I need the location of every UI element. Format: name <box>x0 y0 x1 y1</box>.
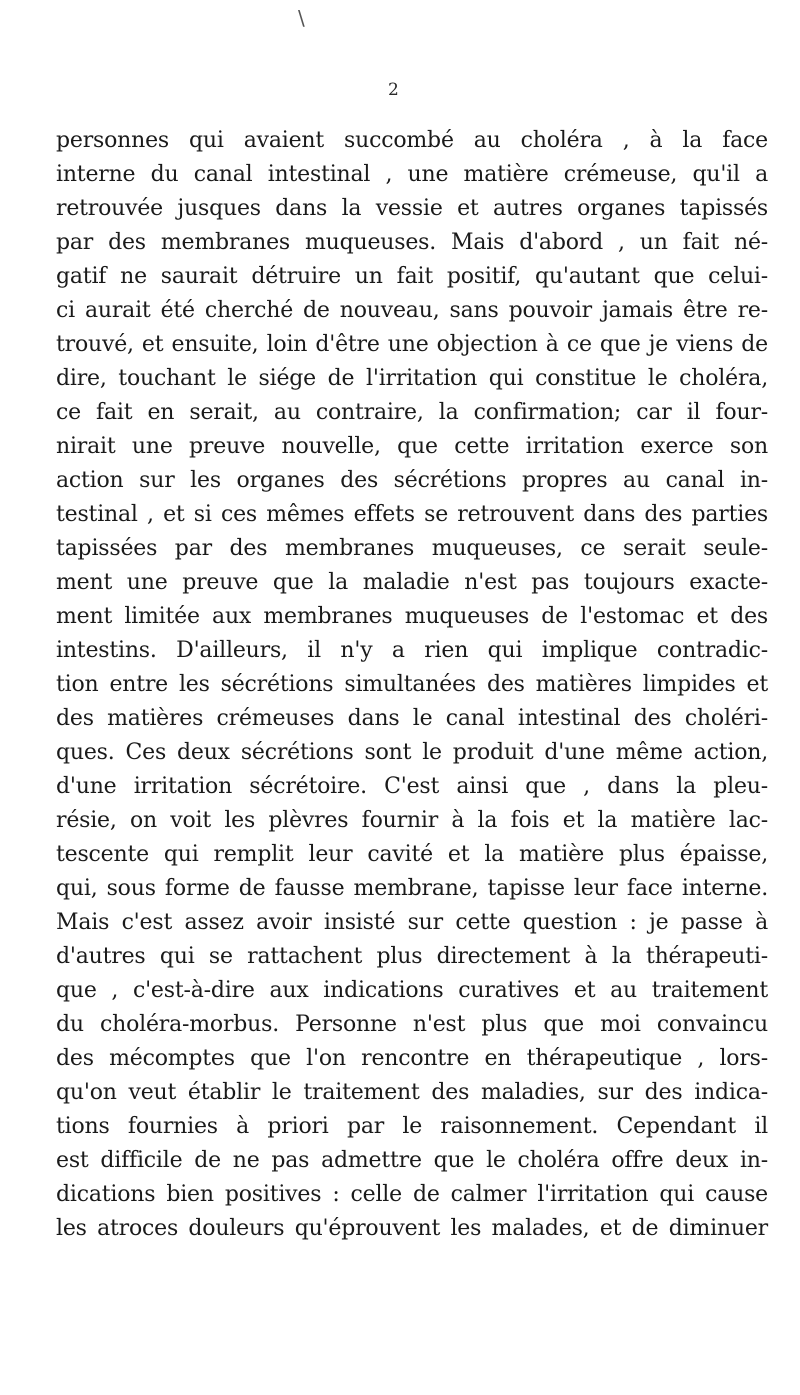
text-line: qu'on veut établir le traitement des maladies, sur des indica- <box>56 1080 768 1105</box>
text-line: ci aurait été cherché de nouveau, sans pouvoir jamais être re- <box>56 298 768 323</box>
text-line: testinal , et si ces mêmes effets se retrouvent dans des parties <box>56 502 768 527</box>
text-line: intestins. D'ailleurs, il n'y a rien qui implique contradic- <box>56 638 768 663</box>
text-line: d'autres qui se rattachent plus directement à la thérapeuti- <box>56 944 768 969</box>
text-line: Mais c'est assez avoir insisté sur cette question : je passe à <box>56 910 768 935</box>
text-line: par des membranes muqueuses. Mais d'abord , un fait né- <box>56 230 768 255</box>
text-line: d'une irritation sécrétoire. C'est ainsi que , dans la pleu- <box>56 774 768 799</box>
text-line: tescente qui remplit leur cavité et la matière plus épaisse, <box>56 842 768 867</box>
text-line: personnes qui avaient succombé au choléra , à la face <box>56 128 768 153</box>
text-line: nirait une preuve nouvelle, que cette irritation exerce son <box>56 434 768 459</box>
text-line: que , c'est-à-dire aux indications curatives et au traitement <box>56 978 768 1003</box>
text-line: trouvé, et ensuite, loin d'être une objection à ce que je viens de <box>56 332 768 357</box>
page-number: 2 <box>388 80 399 100</box>
text-line: gatif ne saurait détruire un fait positif, qu'autant que celui- <box>56 264 768 289</box>
text-line: est difficile de ne pas admettre que le choléra offre deux in- <box>56 1148 768 1173</box>
margin-mark: \ <box>298 6 305 30</box>
text-line: ment limitée aux membranes muqueuses de l'estomac et des <box>56 604 768 629</box>
text-line: retrouvée jusques dans la vessie et autres organes tapissés <box>56 196 768 221</box>
text-line: ques. Ces deux sécrétions sont le produit d'une même action, <box>56 740 768 765</box>
text-line: tapissées par des membranes muqueuses, ce serait seule- <box>56 536 768 561</box>
text-line: des matières crémeuses dans le canal intestinal des choléri- <box>56 706 768 731</box>
text-line: du choléra-morbus. Personne n'est plus que moi convaincu <box>56 1012 768 1037</box>
text-line: dications bien positives : celle de calmer l'irritation qui cause <box>56 1182 768 1207</box>
text-line: qui, sous forme de fausse membrane, tapisse leur face interne. <box>56 876 768 901</box>
text-line: dire, touchant le siége de l'irritation qui constitue le choléra, <box>56 366 768 391</box>
text-line: ce fait en serait, au contraire, la confirmation; car il four- <box>56 400 768 425</box>
text-line: tions fournies à priori par le raisonnement. Cependant il <box>56 1114 768 1139</box>
text-line: des mécomptes que l'on rencontre en thérapeutique , lors- <box>56 1046 768 1071</box>
body-text <box>56 124 768 1246</box>
text-line: résie, on voit les plèvres fournir à la fois et la matière lac- <box>56 808 768 833</box>
text-line: interne du canal intestinal , une matière crémeuse, qu'il a <box>56 162 768 187</box>
text-line: action sur les organes des sécrétions propres au canal in- <box>56 468 768 493</box>
text-line: les atroces douleurs qu'éprouvent les malades, et de diminuer <box>56 1216 768 1241</box>
text-line: ment une preuve que la maladie n'est pas toujours exacte- <box>56 570 768 595</box>
text-line: tion entre les sécrétions simultanées des matières limpides et <box>56 672 768 697</box>
